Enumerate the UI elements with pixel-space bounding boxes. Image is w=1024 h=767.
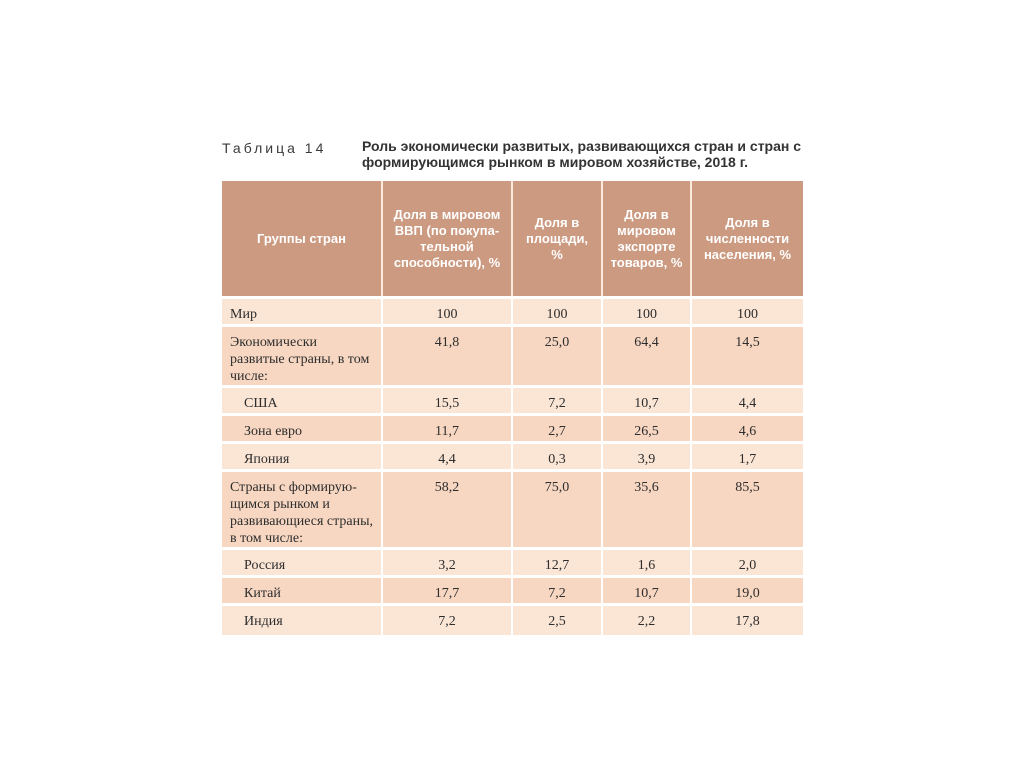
cell-gdp: 4,4 xyxy=(382,443,512,471)
cell-population: 2,0 xyxy=(691,549,803,577)
cell-export: 26,5 xyxy=(602,415,691,443)
row-label: Страны с формирующимся рынком и развивающиеся страны, в том числе: xyxy=(222,471,382,549)
cell-gdp: 58,2 xyxy=(382,471,512,549)
row-label: Зона евро xyxy=(222,415,382,443)
row-label: Мир xyxy=(222,298,382,326)
cell-area: 2,5 xyxy=(512,605,602,635)
table-row xyxy=(222,549,803,577)
cell-population: 4,4 xyxy=(691,387,803,415)
cell-export: 10,7 xyxy=(602,577,691,605)
cell-gdp: 15,5 xyxy=(382,387,512,415)
cell-area: 25,0 xyxy=(512,326,602,387)
cell-area: 12,7 xyxy=(512,549,602,577)
header-country-groups: Группы стран xyxy=(222,181,382,298)
cell-population: 14,5 xyxy=(691,326,803,387)
table-row xyxy=(222,326,803,387)
cell-area: 2,7 xyxy=(512,415,602,443)
row-label: Китай xyxy=(222,577,382,605)
header-population-share: Доля в численности населения, % xyxy=(691,181,803,298)
row-label: Россия xyxy=(222,549,382,577)
cell-export: 100 xyxy=(602,298,691,326)
cell-area: 100 xyxy=(512,298,602,326)
cell-export: 1,6 xyxy=(602,549,691,577)
cell-gdp: 17,7 xyxy=(382,577,512,605)
cell-gdp: 11,7 xyxy=(382,415,512,443)
table-row xyxy=(222,605,803,635)
cell-population: 19,0 xyxy=(691,577,803,605)
cell-population: 85,5 xyxy=(691,471,803,549)
cell-population: 17,8 xyxy=(691,605,803,635)
table-title: Роль экономически развитых, развивающихся стран и стран с формирующимся рынком в мировом хозяйстве, 2018 г. xyxy=(362,138,802,170)
data-table xyxy=(222,181,803,635)
row-label: США xyxy=(222,387,382,415)
cell-area: 75,0 xyxy=(512,471,602,549)
table-row xyxy=(222,415,803,443)
cell-gdp: 7,2 xyxy=(382,605,512,635)
table-row xyxy=(222,471,803,549)
table-row xyxy=(222,298,803,326)
table-number-label: Таблица 14 xyxy=(222,140,327,156)
header-gdp-share: Доля в мировом ВВП (по покупательной способности), % xyxy=(382,181,512,298)
cell-gdp: 3,2 xyxy=(382,549,512,577)
row-label: Экономически развитые страны, в том числе: xyxy=(222,326,382,387)
cell-gdp: 100 xyxy=(382,298,512,326)
cell-area: 0,3 xyxy=(512,443,602,471)
cell-export: 3,9 xyxy=(602,443,691,471)
header-area-share: Доля в площади, % xyxy=(512,181,602,298)
row-label: Индия xyxy=(222,605,382,635)
table-row xyxy=(222,577,803,605)
table-row xyxy=(222,387,803,415)
cell-gdp: 41,8 xyxy=(382,326,512,387)
cell-population: 100 xyxy=(691,298,803,326)
cell-export: 64,4 xyxy=(602,326,691,387)
header-row xyxy=(222,181,803,298)
row-label: Япония xyxy=(222,443,382,471)
cell-export: 35,6 xyxy=(602,471,691,549)
table-row xyxy=(222,443,803,471)
cell-population: 1,7 xyxy=(691,443,803,471)
cell-area: 7,2 xyxy=(512,577,602,605)
cell-area: 7,2 xyxy=(512,387,602,415)
cell-export: 2,2 xyxy=(602,605,691,635)
cell-export: 10,7 xyxy=(602,387,691,415)
header-export-share: Доля в мировом экспорте товаров, % xyxy=(602,181,691,298)
cell-population: 4,6 xyxy=(691,415,803,443)
